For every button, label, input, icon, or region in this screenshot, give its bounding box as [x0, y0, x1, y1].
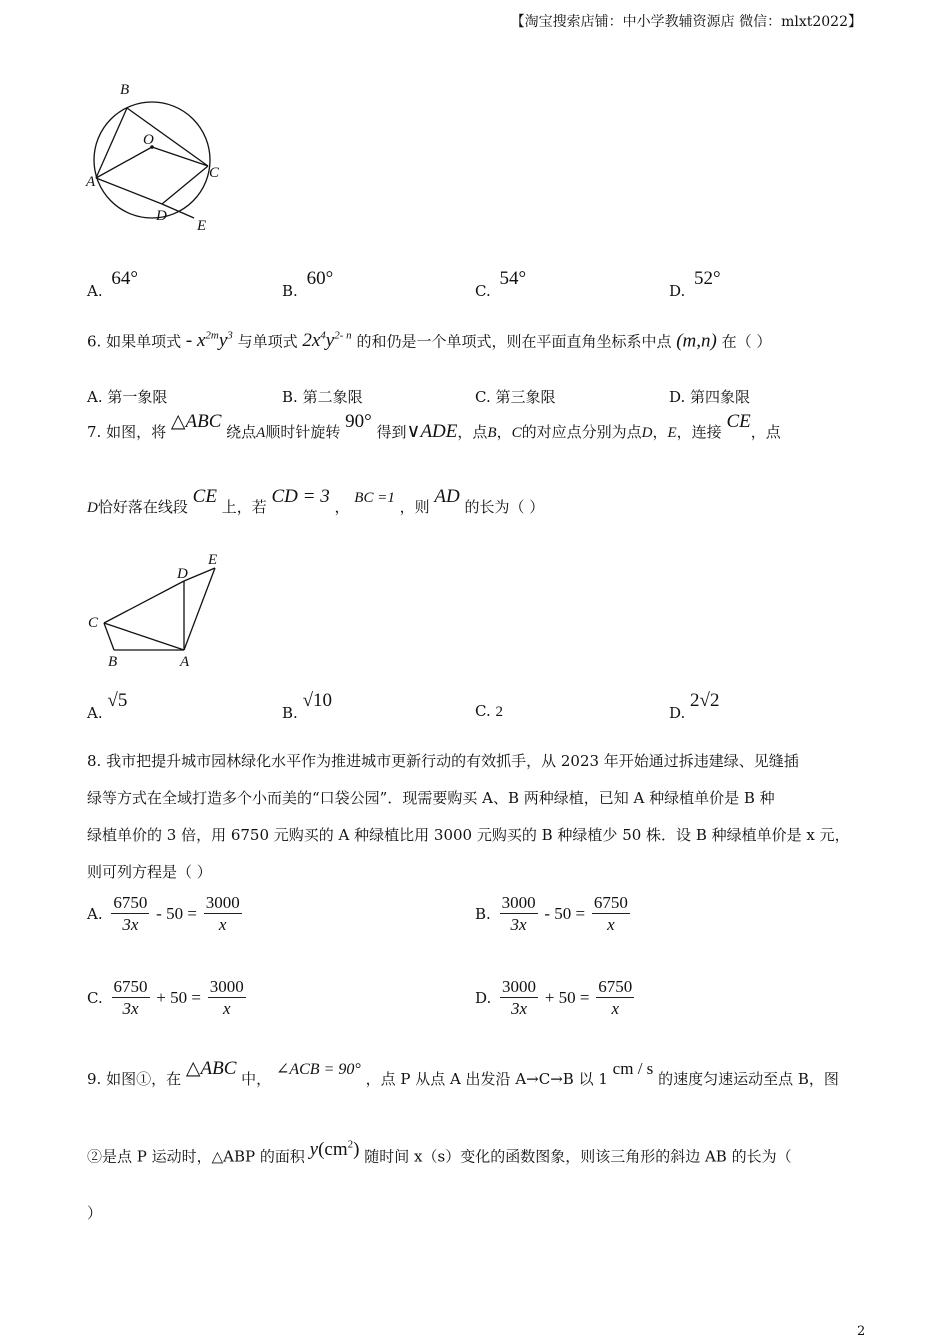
- label-b: B: [108, 654, 118, 670]
- q6-mono1: - $x^{2m}y^3$: [185, 330, 233, 352]
- q6-point: (m,n): [676, 330, 717, 352]
- chord-ad: [96, 178, 162, 204]
- q9-line3: ）: [87, 1204, 103, 1222]
- q8-line4: 则可列方程是（ ）: [87, 863, 212, 881]
- label-c: C: [209, 165, 220, 181]
- page-number: 2: [857, 1324, 866, 1339]
- q5-option-d[interactable]: [669, 268, 721, 300]
- seg-cb: [104, 623, 114, 650]
- q6-tail: 的和仍是一个单项式，则在平面直角坐标系中点: [356, 332, 672, 351]
- q5-option-b-value: 60°: [306, 268, 334, 289]
- label-a: A: [180, 654, 190, 670]
- q5-option-d-letter: D.: [669, 282, 686, 300]
- q6-stem: [87, 330, 771, 352]
- header-shop: 【淘宝搜索店铺：中小学教辅资源店 微信：mlxt2022】: [510, 14, 862, 30]
- seg-ea: [184, 568, 215, 650]
- q8-option-c[interactable]: C. $\frac{6750}{3x}$ + 50 = $\frac{3000}{x}$: [87, 977, 244, 1019]
- seg-ce: [104, 581, 184, 623]
- chord-dc: [162, 166, 208, 204]
- radius-ao: [96, 147, 152, 178]
- q6-option-c[interactable]: C. 第三象限: [475, 388, 556, 406]
- chord-bc: [127, 108, 208, 166]
- q9-angle: ∠ACB = 90°: [275, 1061, 361, 1078]
- q7-angle: 90°: [345, 411, 372, 432]
- q6-mono2: $2x^4y^{2- n}$: [302, 330, 352, 352]
- q6-num: 6. 如果单项式: [87, 332, 182, 351]
- q7-line1: 7. 如图，将 △ABC 绕点A顺时针旋转 90° 得到∨ADE，点B，C的对应点分别为点D，E，连接 CE，点: [87, 411, 781, 442]
- q9-line2: ②是点 P 运动时，△ABP 的面积 $y(cm^2)$ 随时间 x（s）变化的函数图象，则该三角形的斜边 AB 的长为（: [87, 1139, 792, 1166]
- q6-option-b[interactable]: B. 第二象限: [282, 388, 363, 406]
- q5-option-a-value: 64°: [111, 268, 138, 289]
- q8-option-b[interactable]: B. $\frac{3000}{3x}$ - 50 = $\frac{6750}{x}$: [475, 893, 628, 935]
- radius-oc: [152, 147, 208, 166]
- label-a: A: [86, 174, 96, 190]
- q5-option-b[interactable]: [282, 268, 334, 300]
- label-o: O: [143, 132, 154, 148]
- q5-option-a[interactable]: [87, 268, 138, 300]
- q7-line2: D恰好落在线段 CE 上，若 CD = 3 ， BC =1 ，则 AD 的长为（ ）: [87, 486, 545, 516]
- q5-option-c[interactable]: [475, 268, 527, 300]
- q8-option-a[interactable]: A. $\frac{6750}{3x}$ - 50 = $\frac{3000}{x}$: [87, 893, 240, 935]
- label-c: C: [88, 615, 99, 631]
- q7-option-a[interactable]: A. √5: [87, 690, 128, 722]
- q5-circle-figure: [80, 74, 240, 244]
- q5-option-d-value: 52°: [694, 268, 721, 289]
- q6-option-d[interactable]: D. 第四象限: [669, 388, 751, 406]
- q7-tri2: ∨ADE: [406, 421, 458, 442]
- q5-option-c-letter: C.: [475, 282, 491, 300]
- q8-line2: 绿等方式在全域打造多个小而美的“口袋公园”．现需要购买 A、B 两种绿植，已知 A 种绿植单价是 B 种: [87, 789, 775, 807]
- q7-option-d[interactable]: D. 2√2: [669, 690, 720, 722]
- q5-option-c-value: 54°: [499, 268, 527, 289]
- q7-option-c[interactable]: C. 2: [475, 702, 503, 720]
- q7-cd: CD = 3: [271, 486, 330, 507]
- q6-end: 在（ ）: [721, 332, 772, 351]
- label-e: E: [197, 218, 207, 234]
- q8-line3: 绿植单价的 3 倍，用 6750 元购买的 A 种绿植比用 3000 元购买的 B 种绿植少 50 株．设 B 种绿植单价是 x 元，: [87, 826, 850, 844]
- label-d: D: [177, 566, 188, 582]
- q8-option-d[interactable]: D. $\frac{3000}{3x}$ + 50 = $\frac{6750}{x}$: [475, 977, 633, 1019]
- q8-line1: 8. 我市把提升城市园林绿化水平作为推进城市更新行动的有效抓手，从 2023 年开始通过拆违建绿、见缝插: [87, 752, 799, 770]
- q6-mid: 与单项式: [237, 332, 298, 351]
- q9-line1: 9. 如图①，在 △ABC 中， ∠ACB = 90° ，点 P 从点 A 出发沿 A→C→B 以 1 cm / s 的速度匀速运动至点 B，图: [87, 1058, 839, 1088]
- label-e: E: [208, 552, 218, 568]
- seg-ca: [104, 623, 184, 650]
- label-b: B: [120, 82, 130, 98]
- q7-option-b[interactable]: B. √10: [282, 690, 333, 722]
- q7-tri1: △ABC: [170, 411, 222, 432]
- q5-option-b-letter: B.: [282, 282, 298, 300]
- label-d: D: [156, 208, 167, 224]
- q5-option-a-letter: A.: [87, 282, 103, 300]
- q7-triangle-figure: [82, 546, 232, 674]
- q6-option-a[interactable]: A. 第一象限: [87, 388, 168, 406]
- q7-bc: BC =1: [354, 490, 395, 506]
